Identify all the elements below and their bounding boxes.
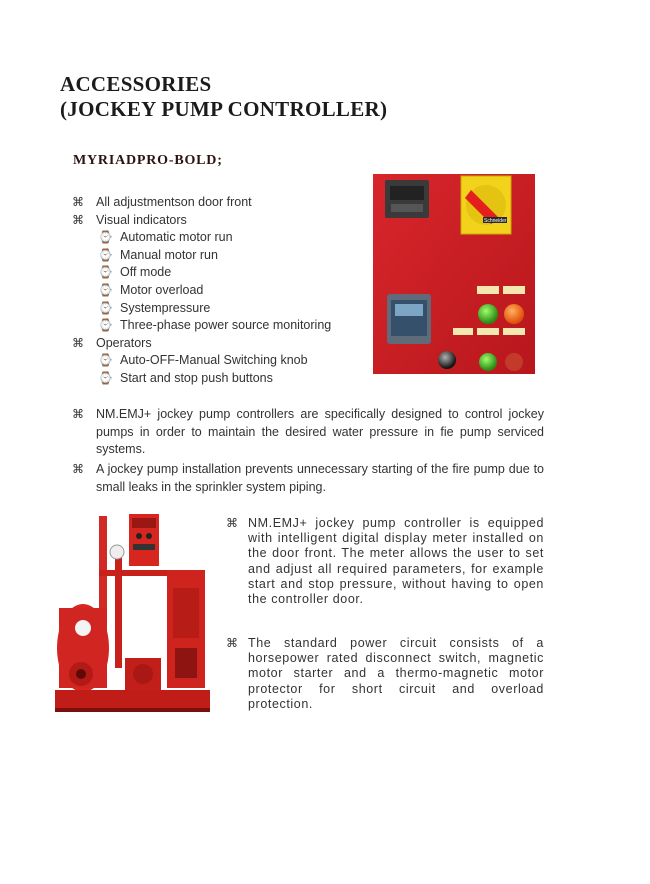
paragraph-text: NM.EMJ+ jockey pump controllers are specifically designed to control jockey pumps in order to maintain the desired water pressure in fie pump serviced systems. — [96, 407, 544, 456]
panel-brand: Schneider — [484, 218, 507, 224]
bullet-icon: ⌘ — [226, 636, 239, 650]
bullet-icon: ⌘ — [72, 212, 84, 227]
clock-icon: ⌚ — [98, 282, 113, 297]
feature-text: Visual indicators — [96, 212, 187, 227]
clock-icon: ⌚ — [98, 265, 113, 280]
description-paragraph-4 — [226, 636, 544, 712]
feature-text: Systempressure — [120, 300, 211, 315]
controller-panel-image — [373, 174, 535, 374]
feature-text: Auto-OFF-Manual Switching knob — [120, 353, 308, 368]
title-line-1: ACCESSORIES — [60, 72, 212, 96]
bullet-icon: ⌘ — [72, 407, 84, 421]
feature-text: Automatic motor run — [120, 230, 233, 245]
jockey-pump-unit-image — [55, 508, 210, 718]
feature-text: Motor overload — [120, 282, 204, 297]
description-paragraph-2 — [72, 461, 544, 496]
bullet-icon: ⌘ — [72, 195, 84, 209]
feature-text: Off mode — [120, 265, 172, 280]
page-title — [60, 72, 387, 122]
clock-icon: ⌚ — [98, 247, 113, 262]
feature-text: All adjustmentson door front — [96, 195, 252, 209]
description-paragraph-1 — [72, 406, 544, 459]
clock-icon: ⌚ — [98, 353, 113, 368]
feature-text: Start and stop push buttons — [120, 370, 273, 385]
paragraph-text: NM.EMJ+ jockey pump controller is equipped with intelligent digital display meter installed on the door front. The meter allows the user to set and adjust all required parameters, for example start and stop pressure, without having to open the controller door. — [248, 516, 544, 607]
feature-text: Three-phase power source monitoring — [120, 318, 332, 333]
section-heading: MYRIADPRO-BOLD; — [73, 153, 223, 168]
clock-icon: ⌚ — [98, 318, 113, 333]
feature-text: Manual motor run — [120, 247, 218, 262]
title-line-2: (JOCKEY PUMP CONTROLLER) — [60, 97, 388, 121]
paragraph-text: The standard power circuit consists of a horsepower rated disconnect switch, magnetic motor starter and a thermo-magnetic motor protector for short circuit and overload protection. — [248, 636, 544, 711]
feature-text: Operators — [96, 335, 152, 350]
clock-icon: ⌚ — [98, 300, 113, 315]
clock-icon: ⌚ — [98, 230, 113, 245]
description-paragraph-3 — [226, 516, 544, 607]
paragraph-text: A jockey pump installation prevents unnecessary starting of the fire pump due to small leaks in the sprinkler system piping. — [96, 462, 544, 494]
clock-icon: ⌚ — [98, 370, 113, 385]
bullet-icon: ⌘ — [72, 462, 84, 476]
bullet-icon: ⌘ — [226, 516, 239, 530]
bullet-icon: ⌘ — [72, 335, 84, 350]
